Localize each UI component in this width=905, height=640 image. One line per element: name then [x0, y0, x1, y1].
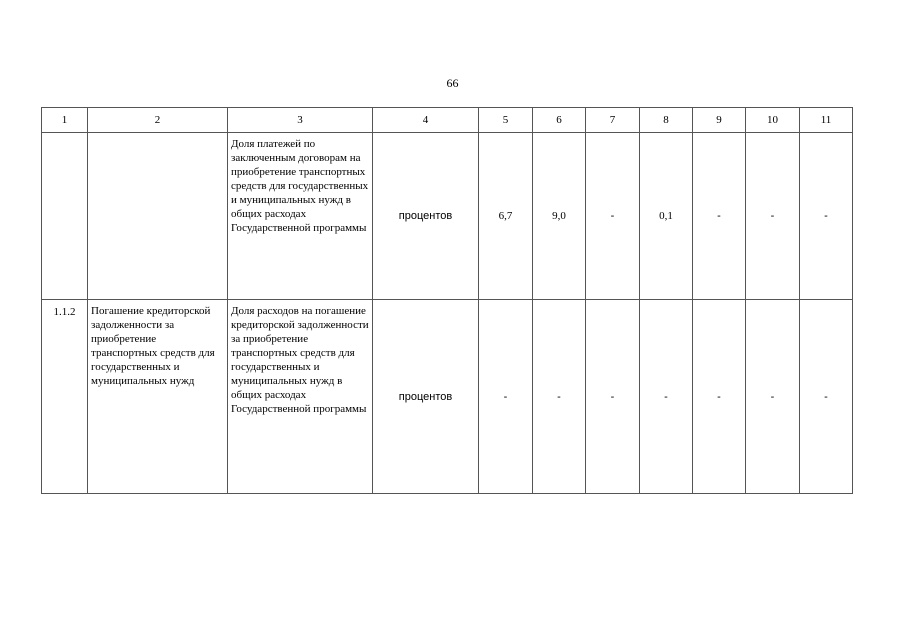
value-cell: - [800, 133, 853, 300]
header-cell: 10 [746, 108, 800, 133]
value-cell: 6,7 [479, 133, 533, 300]
header-cell: 6 [533, 108, 586, 133]
header-cell: 9 [693, 108, 746, 133]
value-cell: - [586, 300, 640, 494]
value-cell: - [746, 300, 800, 494]
header-cell: 5 [479, 108, 533, 133]
header-cell: 1 [42, 108, 88, 133]
value-cell: - [479, 300, 533, 494]
header-cell: 2 [88, 108, 228, 133]
table-row [42, 133, 853, 300]
indicator-name-cell: Доля платежей по заключенным договорам на приобретение транспортных средств для государственных и муниципальных нужд в общих расходах Государственной программы [228, 133, 373, 300]
row-number-cell [42, 133, 88, 300]
header-cell: 4 [373, 108, 479, 133]
header-cell: 3 [228, 108, 373, 133]
header-cell: 11 [800, 108, 853, 133]
value-cell: - [693, 133, 746, 300]
value-cell: 9,0 [533, 133, 586, 300]
unit-cell: процентов [373, 133, 479, 300]
value-cell: - [640, 300, 693, 494]
table-row [42, 300, 853, 494]
indicator-table [41, 107, 853, 494]
indicator-name-cell: Доля расходов на погашение кредиторской задолженности за приобретение транспортных средств для государственных и муниципальных нужд в общих расходах Государственной программы [228, 300, 373, 494]
value-cell: - [800, 300, 853, 494]
event-name-cell: Погашение кредиторской задолженности за приобретение транспортных средств для государственных и муниципальных нужд [88, 300, 228, 494]
unit-cell: процентов [373, 300, 479, 494]
header-cell: 8 [640, 108, 693, 133]
value-cell: - [533, 300, 586, 494]
value-cell: 0,1 [640, 133, 693, 300]
row-number-cell: 1.1.2 [42, 300, 88, 494]
header-cell: 7 [586, 108, 640, 133]
value-cell: - [746, 133, 800, 300]
table-header-row [42, 108, 853, 133]
event-name-cell [88, 133, 228, 300]
page-number: 66 [446, 76, 459, 90]
value-cell: - [586, 133, 640, 300]
value-cell: - [693, 300, 746, 494]
